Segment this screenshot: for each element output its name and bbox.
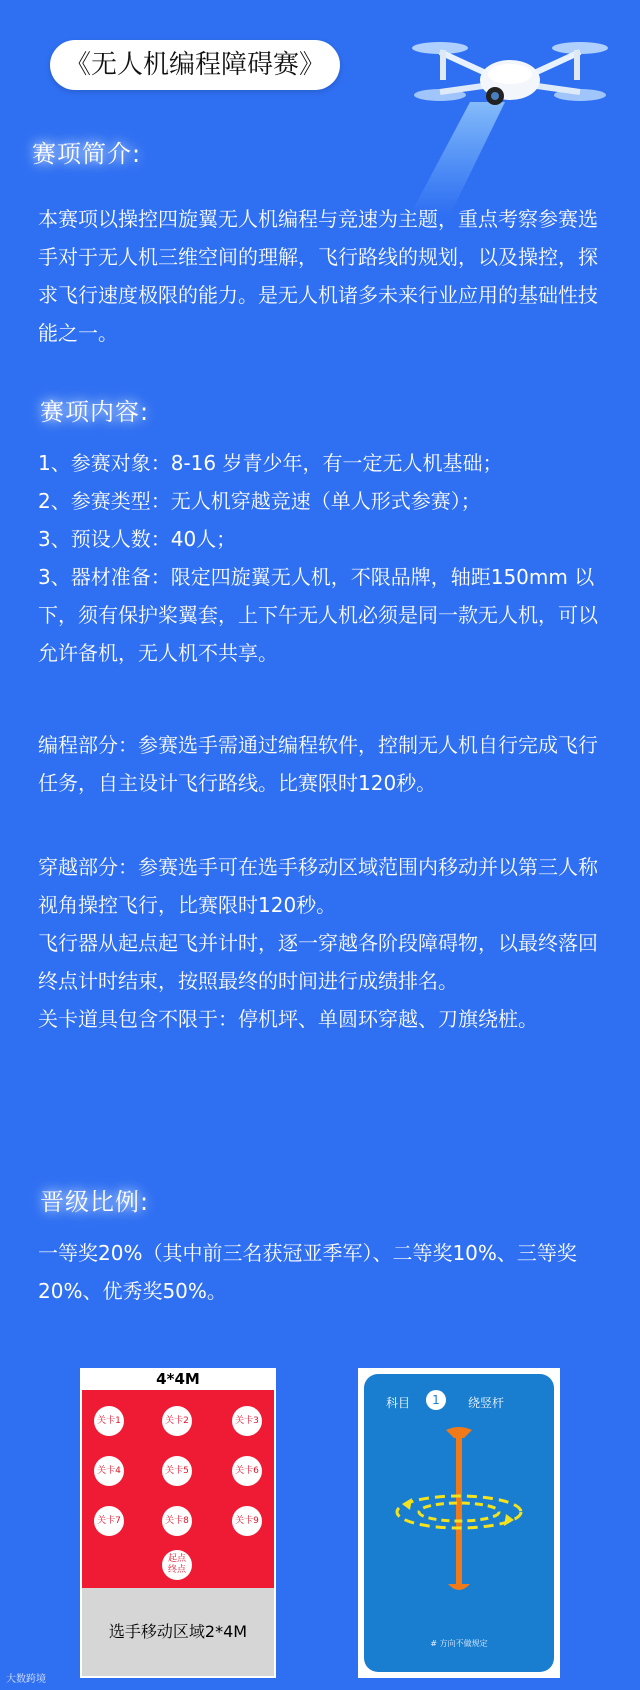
crossing-text: 穿越部分：参赛选手可在选手移动区域范围内移动并以第三人称视角操控飞行，比赛限时120秒。 <box>38 855 598 917</box>
crossing-text: 飞行器从起点起飞并计时，逐一穿越各阶段障碍物，以最终落回终点计时结束，按照最终的时间进行成绩排名。 <box>38 931 598 993</box>
pole-course-image <box>358 1368 560 1678</box>
list-item: 3、器材准备：限定四旋翼无人机，不限品牌，轴距150mm 以下，须有保护桨翼套，上下午无人机必须是同一款无人机，可以允许备机，无人机不共享。 <box>38 565 598 665</box>
checkpoint-7: 关卡7 <box>94 1506 124 1536</box>
content-list <box>38 444 608 672</box>
footer-watermark: 大数跨境 <box>6 1674 46 1685</box>
intro-paragraph: 本赛项以操控四旋翼无人机编程与竞速为主题，重点考察参赛选手对于无人机三维空间的理解，飞行路线的规划，以及操控，探求飞行速度极限的能力。是无人机诸多未来行业应用的基础性技能之一。 <box>38 207 598 345</box>
list-item: 3、预设人数：40人； <box>38 527 237 551</box>
end-label: 终点 <box>167 1565 186 1575</box>
page-title: 《无人机编程障碍赛》 <box>50 40 340 90</box>
checkpoint-8: 关卡8 <box>162 1506 192 1536</box>
list-item: 2、参赛类型：无人机穿越竞速（单人形式参赛）； <box>38 489 481 513</box>
pole-diagram-icon <box>364 1424 554 1604</box>
player-area-label: 选手移动区域2*4M <box>82 1588 274 1676</box>
intro-text <box>38 200 608 352</box>
drone-icon <box>410 30 610 220</box>
checkpoint-6: 关卡6 <box>232 1456 262 1486</box>
checkpoint-3: 关卡3 <box>232 1406 262 1436</box>
direction-note: # 方向不做规定 <box>430 1639 488 1648</box>
crossing-text: 关卡道具包含不限于：停机坪、单圆环穿越、刀旗绕桩。 <box>38 1007 538 1031</box>
start-end-point <box>162 1550 192 1580</box>
crossing-section <box>38 848 608 1038</box>
subject-label: 科目 <box>386 1396 411 1410</box>
field-area <box>82 1390 274 1588</box>
course-map-image <box>80 1368 276 1678</box>
subject-number: 1 <box>426 1390 446 1410</box>
checkpoint-1: 关卡1 <box>94 1406 124 1436</box>
promotion-text <box>38 1234 608 1310</box>
checkpoint-9: 关卡9 <box>232 1506 262 1536</box>
subject-name: 绕竖杆 <box>468 1396 505 1410</box>
list-item: 1、参赛对象：8-16 岁青少年，有一定无人机基础； <box>38 451 503 475</box>
checkpoint-2: 关卡2 <box>162 1406 192 1436</box>
programming-text: 编程部分：参赛选手需通过编程软件，控制无人机自行完成飞行任务，自主设计飞行路线。比赛限时120秒。 <box>38 733 598 795</box>
content-heading: 赛项内容: <box>40 398 150 426</box>
course-card <box>364 1374 554 1672</box>
programming-section <box>38 726 608 802</box>
field-size-label: 4*4M <box>156 1370 200 1388</box>
start-label: 起点 <box>167 1554 186 1564</box>
promotion-paragraph: 一等奖20%（其中前三名获冠亚季军）、二等奖10%、三等奖20%、优秀奖50%。 <box>38 1241 577 1303</box>
promotion-heading: 晋级比例: <box>40 1188 150 1216</box>
intro-heading: 赛项简介: <box>32 140 142 168</box>
checkpoint-4: 关卡4 <box>94 1456 124 1486</box>
checkpoint-5: 关卡5 <box>162 1456 192 1486</box>
